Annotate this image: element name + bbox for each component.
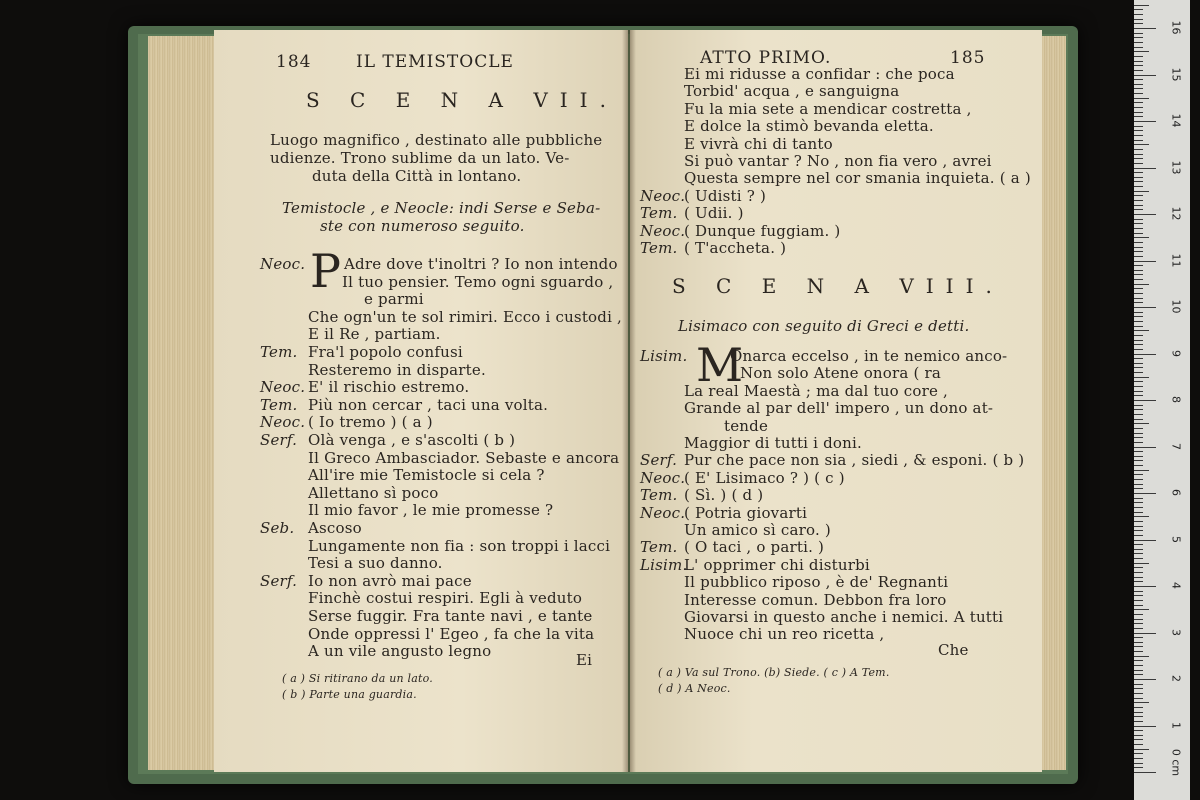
verse-line: A un vile angusto legno: [308, 642, 492, 661]
ruler-number: 8: [1169, 396, 1183, 403]
ruler-tick: [1134, 656, 1149, 657]
verse-line: ( Udisti ? ): [684, 186, 767, 205]
ruler-tick: [1134, 205, 1143, 206]
ruler-tick: [1134, 33, 1143, 34]
ruler-tick: [1134, 237, 1149, 238]
ruler-tick: [1134, 479, 1143, 480]
ruler-tick: [1134, 567, 1143, 568]
right-page-number: 185: [950, 48, 986, 68]
ruler-tick: [1134, 530, 1143, 531]
ruler-tick: [1134, 270, 1143, 271]
ruler-tick: [1134, 279, 1143, 280]
speaker-label: Tem.: [260, 343, 298, 361]
ruler-tick: [1134, 65, 1143, 66]
ruler-tick: [1134, 261, 1156, 262]
ruler-tick: [1134, 70, 1143, 71]
ruler-tick: [1134, 75, 1156, 76]
dropcap-m: M: [696, 338, 744, 392]
ruler-tick: [1134, 540, 1156, 541]
ruler-tick: [1134, 470, 1149, 471]
verse-line: Onde oppressi l' Egeo , fa che la vita: [308, 624, 595, 643]
ruler-tick: [1134, 553, 1143, 554]
ruler-tick: [1134, 42, 1143, 43]
ruler-number: 12: [1169, 206, 1183, 221]
ruler-tick: [1134, 191, 1149, 192]
ruler-number: 11: [1169, 253, 1183, 267]
ruler-tick: [1134, 200, 1143, 201]
ruler-tick: [1134, 367, 1143, 368]
ruler-number: 15: [1169, 67, 1183, 81]
ruler-tick: [1134, 209, 1143, 210]
ruler-tick: [1134, 284, 1149, 285]
ruler-tick: [1134, 535, 1143, 536]
ruler-number: 4: [1169, 582, 1183, 589]
ruler-tick: [1134, 507, 1143, 508]
ruler-number: 16: [1169, 20, 1183, 35]
ruler-tick: [1134, 493, 1156, 494]
verse-line: Onarca eccelso , in te nemico anco-: [730, 347, 1008, 365]
ruler-tick: [1134, 488, 1143, 489]
ruler-tick: [1134, 265, 1143, 266]
left-page: [214, 30, 628, 772]
ruler-tick: [1134, 14, 1143, 15]
ruler-number: 14: [1169, 113, 1183, 128]
ruler-tick: [1134, 340, 1143, 341]
ruler-tick: [1134, 116, 1143, 117]
speaker-label: Serf.: [260, 431, 298, 449]
verse-line: Tesi a suo danno.: [308, 554, 443, 573]
ruler-tick: [1134, 381, 1143, 382]
ruler-number: 3: [1169, 628, 1183, 636]
ruler-tick: [1134, 451, 1143, 452]
verse-line: Io non avrò mai pace: [308, 571, 472, 590]
book-gutter: [622, 30, 636, 772]
ruler-tick: [1134, 154, 1143, 155]
ruler-tick: [1134, 214, 1156, 215]
ruler-tick: [1134, 735, 1143, 736]
ruler-tick: [1134, 5, 1149, 6]
ruler-tick: [1134, 79, 1143, 80]
verse-line: Interesse comun. Debbon fra loro: [684, 590, 947, 609]
ruler-tick: [1134, 428, 1143, 429]
ruler-tick: [1134, 335, 1143, 336]
ruler-tick: [1134, 442, 1143, 443]
verse-line: Un amico sì caro. ): [684, 521, 831, 539]
speaker-label: Tem.: [640, 538, 678, 557]
ruler-tick: [1134, 433, 1143, 434]
ruler-tick: [1134, 679, 1156, 680]
ruler-number: 10: [1169, 299, 1183, 314]
ruler-tick: [1134, 372, 1143, 373]
ruler-tick: [1134, 688, 1143, 689]
ruler-tick: [1134, 414, 1143, 415]
right-page: [630, 30, 1042, 772]
ruler-tick: [1134, 512, 1143, 513]
verse-line: Grande al par dell' impero , un dono at-: [684, 399, 994, 418]
ruler-tick: [1134, 674, 1143, 675]
ruler-tick: [1134, 354, 1156, 355]
speaker-label: Seb.: [260, 519, 295, 537]
ruler-tick: [1134, 358, 1143, 359]
verse-line: Torbid' acqua , e sanguigna: [684, 82, 900, 101]
left-footnote: ( a ) Si ritirano da un lato.: [282, 672, 433, 685]
verse-line: Si può vantar ? No , non fia vero , avrei: [684, 152, 992, 170]
verse-line: Ascoso: [308, 519, 362, 537]
verse-line: ( Udii. ): [684, 204, 744, 223]
left-running-head: IL TEMISTOCLE: [356, 52, 514, 72]
verse-line: Il Greco Ambasciador. Sebaste e ancora: [308, 448, 620, 467]
ruler-tick: [1134, 628, 1143, 629]
ruler-tick: [1134, 177, 1143, 178]
ruler-tick: [1134, 758, 1143, 759]
speaker-label: Lisim.: [640, 347, 688, 365]
verse-line: Resteremo in disparte.: [308, 360, 486, 379]
verse-line: Ei mi ridusse a confidar : che poca: [684, 65, 955, 83]
ruler-tick: [1134, 312, 1143, 313]
ruler-tick: [1134, 739, 1143, 740]
verse-line: Più non cercar , taci una volta.: [308, 395, 549, 414]
ruler-tick: [1134, 753, 1143, 754]
ruler-tick: [1134, 586, 1156, 587]
ruler-tick: [1134, 772, 1156, 773]
verse-line: Serse fuggir. Fra tante navi , e tante: [308, 607, 593, 625]
ruler-tick: [1134, 112, 1143, 113]
ruler-tick: [1134, 102, 1143, 103]
ruler-tick: [1134, 707, 1143, 708]
ruler-tick: [1134, 107, 1143, 108]
ruler-tick: [1134, 716, 1143, 717]
ruler-number: 2: [1169, 675, 1183, 682]
ruler-tick: [1134, 581, 1143, 582]
verse-line: Maggior di tutti i doni.: [684, 434, 862, 452]
ruler-tick: [1134, 698, 1143, 699]
ruler-tick: [1134, 19, 1143, 20]
ruler-number: 9: [1169, 349, 1183, 357]
ruler-tick: [1134, 121, 1156, 122]
ruler-tick: [1134, 623, 1143, 624]
ruler-unit-label: 0 cm: [1169, 748, 1183, 777]
ruler-tick: [1134, 293, 1143, 294]
ruler-tick: [1134, 633, 1156, 634]
ruler-tick: [1134, 23, 1143, 24]
ruler-tick: [1134, 702, 1149, 703]
ruler-number: 7: [1169, 442, 1183, 450]
ruler-tick: [1134, 419, 1143, 420]
ruler-tick: [1134, 47, 1143, 48]
ruler-tick: [1134, 181, 1143, 182]
ruler-tick: [1134, 502, 1143, 503]
ruler-tick: [1134, 744, 1143, 745]
ruler-tick: [1134, 563, 1149, 564]
ruler-tick: [1134, 646, 1143, 647]
ruler-tick: [1134, 302, 1143, 303]
ruler-tick: [1134, 605, 1143, 606]
ruler-tick: [1134, 149, 1143, 150]
ruler-tick: [1134, 684, 1143, 685]
speaker-label: Neoc.: [640, 221, 686, 240]
speaker-label: Lisim.: [640, 555, 688, 574]
speaker-label: Tem.: [640, 239, 678, 257]
ruler-tick: [1134, 195, 1143, 196]
left-catchword: Ei: [576, 651, 593, 669]
ruler-tick: [1134, 140, 1143, 141]
ruler-tick: [1134, 158, 1143, 159]
ruler-tick: [1134, 474, 1143, 475]
ruler-tick: [1134, 242, 1143, 243]
ruler-tick: [1134, 577, 1143, 578]
right-catchword: Che: [938, 641, 969, 659]
ruler-tick: [1134, 256, 1143, 257]
ruler-tick: [1134, 251, 1143, 252]
verse-line: E il Re , partiam.: [308, 325, 441, 344]
ruler-tick: [1134, 437, 1143, 438]
ruler-tick: [1134, 405, 1143, 406]
ruler-tick: [1134, 516, 1149, 517]
ruler-tick: [1134, 763, 1143, 764]
ruler-tick: [1134, 316, 1143, 317]
left-page-number: 184: [276, 52, 312, 72]
ruler-tick: [1134, 642, 1143, 643]
ruler-tick: [1134, 391, 1143, 392]
ruler-tick: [1134, 619, 1143, 620]
ruler-tick: [1134, 247, 1143, 248]
ruler-tick: [1134, 670, 1143, 671]
ruler-tick: [1134, 56, 1143, 57]
ruler-tick: [1134, 460, 1143, 461]
ruler-tick: [1134, 363, 1143, 364]
stage-direction-line: Luogo magnifico , destinato alle pubbliche: [270, 131, 603, 149]
ruler-tick: [1134, 521, 1143, 522]
ruler-tick: [1134, 447, 1156, 448]
verse-line: Allettano sì poco: [308, 483, 439, 502]
ruler-number: 1: [1169, 721, 1183, 729]
ruler-tick: [1134, 721, 1143, 722]
ruler-number: 5: [1169, 535, 1183, 543]
verse-line: Fra'l popolo confusi: [308, 343, 463, 361]
ruler-tick: [1134, 465, 1143, 466]
verse-line: Non solo Atene onora ( ra: [740, 364, 942, 383]
ruler-tick: [1134, 484, 1143, 485]
verse-line: E vivrà chi di tanto: [684, 134, 833, 153]
speaker-label: Neoc.: [260, 255, 306, 273]
ruler-tick: [1134, 693, 1143, 694]
verse-line: Adre dove t'inoltri ? Io non intendo: [344, 255, 618, 273]
ruler-tick: [1134, 409, 1143, 410]
ruler-tick: [1134, 767, 1143, 768]
speaker-label: Tem.: [260, 395, 298, 414]
page-edges-left: [148, 36, 216, 770]
ruler-tick: [1134, 386, 1143, 387]
verse-line: ( T'accheta. ): [684, 239, 787, 257]
ruler-number: 6: [1169, 489, 1183, 496]
ruler-tick: [1134, 126, 1143, 127]
ruler-tick: [1134, 549, 1143, 550]
ruler-tick: [1134, 130, 1143, 131]
verse-line: Questa sempre nel cor smania inquieta. ( a ): [684, 169, 1031, 188]
ruler-tick: [1134, 526, 1143, 527]
ruler-tick: [1134, 349, 1143, 350]
speaker-label: Serf.: [640, 451, 678, 470]
verse-line: Che ogn'un te sol rimiri. Ecco i custodi ,: [308, 307, 623, 326]
ruler-tick: [1134, 651, 1143, 652]
ruler-tick: [1134, 233, 1143, 234]
verse-line: ( O taci , o parti. ): [684, 538, 825, 557]
ruler-tick: [1134, 400, 1156, 401]
ruler-tick: [1134, 219, 1143, 220]
verse-line: E dolce la stimò bevanda eletta.: [684, 117, 934, 136]
verse-line: Fu la mia sete a mendicar costretta ,: [684, 99, 972, 118]
ruler-tick: [1134, 228, 1143, 229]
speaker-label: Neoc.: [640, 468, 686, 487]
ruler-tick: [1134, 558, 1143, 559]
verse-line: L' opprimer chi disturbi: [684, 555, 870, 574]
speaker-label: Neoc.: [260, 413, 306, 432]
ruler-tick: [1134, 223, 1143, 224]
ruler-tick: [1134, 135, 1143, 136]
verse-line: ( Sì. ) ( d ): [684, 486, 764, 505]
ruler-tick: [1134, 326, 1143, 327]
speaker-label: Tem.: [640, 486, 678, 505]
page-edges-right: [1040, 36, 1066, 770]
ruler-tick: [1134, 614, 1143, 615]
ruler-number: 13: [1169, 160, 1183, 174]
characters-line: Temistocle , e Neocle: indi Serse e Seba-: [282, 199, 601, 217]
dropcap-p: P: [310, 244, 341, 298]
ruler-tick: [1134, 9, 1143, 10]
ruler-tick: [1134, 163, 1143, 164]
right-footnote: ( a ) Va sul Trono. (b) Siede. ( c ) A Tem.: [658, 666, 890, 679]
verse-line: E' il rischio estremo.: [308, 378, 470, 397]
verse-line: Il mio favor , le mie promesse ?: [308, 501, 554, 520]
ruler-tick: [1134, 172, 1143, 173]
right-running-head: ATTO PRIMO.: [700, 48, 832, 68]
speaker-label: Neoc.: [640, 186, 686, 205]
ruler-tick: [1134, 84, 1143, 85]
measurement-ruler: [1134, 0, 1190, 800]
stage-direction-line: duta della Città in lontano.: [312, 167, 522, 185]
ruler-tick: [1134, 186, 1143, 187]
ruler-tick: [1134, 665, 1143, 666]
ruler-tick: [1134, 726, 1156, 727]
ruler-tick: [1134, 93, 1143, 94]
verse-line: La real Maestà ; ma dal tuo core ,: [684, 381, 949, 400]
speaker-label: Neoc.: [260, 378, 306, 397]
verse-line: Finchè costui respiri. Egli à veduto: [308, 589, 583, 608]
verse-line: All'ire mie Temistocle si cela ?: [308, 466, 545, 485]
ruler-tick: [1134, 298, 1143, 299]
ruler-tick: [1134, 456, 1143, 457]
ruler-tick: [1134, 321, 1143, 322]
characters-line: ste con numeroso seguito.: [320, 217, 525, 235]
ruler-tick: [1134, 498, 1143, 499]
left-footnote: ( b ) Parte una guardia.: [282, 688, 417, 701]
ruler-tick: [1134, 28, 1156, 29]
ruler-tick: [1134, 144, 1149, 145]
speaker-label: Tem.: [640, 204, 678, 223]
ruler-tick: [1134, 609, 1149, 610]
ruler-tick: [1134, 98, 1149, 99]
verse-line: Nuoce chi un reo ricetta ,: [684, 625, 885, 644]
verse-line: Pur che pace non sia , siedi , & esponi. ( b ): [684, 451, 1025, 470]
verse-line: tende: [724, 416, 769, 435]
right-footnote: ( d ) A Neoc.: [658, 682, 731, 695]
ruler-tick: [1134, 660, 1143, 661]
ruler-tick: [1134, 749, 1149, 750]
right-characters-line: Lisimaco con seguito di Greci e detti.: [678, 317, 970, 335]
ruler-tick: [1134, 88, 1143, 89]
speaker-label: Serf.: [260, 571, 298, 590]
ruler-tick: [1134, 595, 1143, 596]
verse-line: Olà venga , e s'ascolti ( b ): [308, 431, 516, 449]
ruler-tick: [1134, 61, 1143, 62]
verse-line: Il tuo pensier. Temo ogni sguardo ,: [342, 272, 614, 291]
ruler-tick: [1134, 591, 1143, 592]
left-scene-title: S C E N A VII.: [306, 88, 618, 112]
ruler-tick: [1134, 168, 1156, 169]
ruler-tick: [1134, 274, 1143, 275]
ruler-tick: [1134, 572, 1143, 573]
verse-line: Lungamente non fia : son troppi i lacci: [308, 536, 611, 555]
ruler-tick: [1134, 637, 1143, 638]
ruler-tick: [1134, 51, 1149, 52]
verse-line: ( Io tremo ) ( a ): [308, 413, 433, 432]
verse-line: Il pubblico riposo , è de' Regnanti: [684, 573, 949, 592]
ruler-tick: [1134, 544, 1143, 545]
speaker-label: Neoc.: [640, 503, 686, 522]
ruler-tick: [1134, 423, 1149, 424]
ruler-tick: [1134, 288, 1143, 289]
verse-line: ( Dunque fuggiam. ): [684, 221, 841, 240]
ruler-tick: [1134, 307, 1156, 308]
ruler-tick: [1134, 330, 1149, 331]
ruler-tick: [1134, 730, 1143, 731]
verse-line: e parmi: [364, 290, 424, 309]
stage-direction-line: udienze. Trono sublime da un lato. Ve-: [270, 149, 570, 167]
ruler-tick: [1134, 344, 1143, 345]
ruler-tick: [1134, 37, 1143, 38]
verse-line: Giovarsi in questo anche i nemici. A tutti: [684, 608, 1004, 626]
ruler-tick: [1134, 712, 1143, 713]
ruler-tick: [1134, 377, 1149, 378]
right-scene-title: S C E N A VIII.: [672, 274, 1004, 298]
ruler-tick: [1134, 600, 1143, 601]
ruler-tick: [1134, 395, 1143, 396]
verse-line: ( Potria giovarti: [684, 503, 808, 522]
verse-line: ( E' Lisimaco ? ) ( c ): [684, 468, 845, 487]
